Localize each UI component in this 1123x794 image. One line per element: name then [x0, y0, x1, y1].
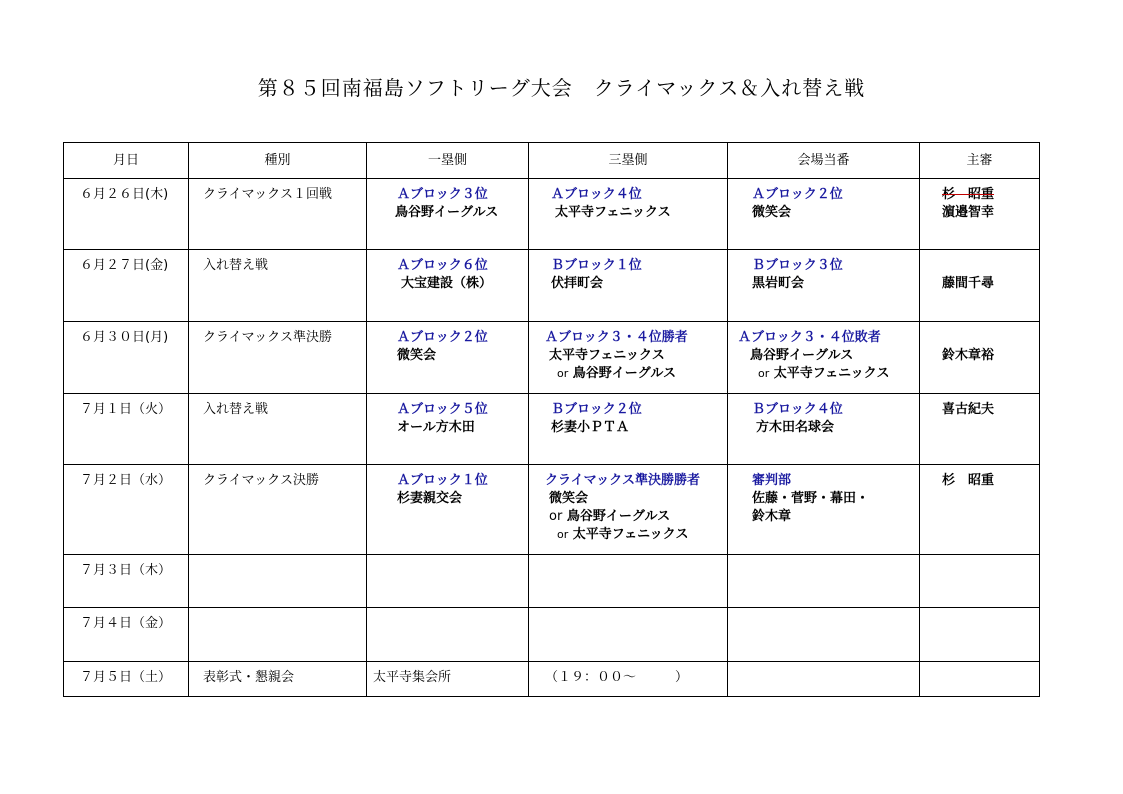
block-rank: Ａブロック１位	[397, 473, 488, 488]
date-cell: ７月５日（土）	[80, 670, 172, 685]
team-name: 大宝建設（株）	[401, 276, 493, 291]
umpire-cell	[920, 250, 1039, 293]
block-rank: Ａブロック３・４位敗者	[738, 330, 881, 345]
team-name: 鳥谷野イーグルス	[572, 366, 677, 381]
venue-duty-cell	[728, 322, 919, 383]
table-row	[64, 394, 1040, 465]
first-base-cell	[367, 465, 528, 508]
header-third-base: 三塁側	[529, 143, 728, 179]
team-name: 鳥谷野イーグルス	[395, 205, 499, 220]
time-cell: （１９：００～ ）	[545, 670, 689, 685]
venue-duty-cell	[728, 394, 919, 437]
block-rank: Ａブロック６位	[397, 258, 488, 273]
team-name: 伏拝町会	[551, 276, 604, 291]
team-name: 太平寺フェニックス	[549, 348, 665, 363]
team-name: 微笑会	[549, 491, 589, 506]
first-base-cell	[367, 179, 528, 222]
third-base-cell	[529, 465, 727, 544]
or-label: or	[557, 528, 569, 541]
team-alternative	[738, 365, 911, 383]
duty-members: 鈴木章	[752, 509, 792, 524]
block-rank: Ａブロック３位	[397, 187, 488, 202]
team-name: オール方木田	[397, 420, 475, 435]
umpire-cell	[920, 322, 1039, 365]
team-name: 杉妻親交会	[397, 491, 463, 506]
team-name: 杉妻小ＰＴＡ	[551, 420, 630, 435]
venue-cell: 太平寺集会所	[373, 670, 452, 685]
or-label: or	[758, 367, 770, 380]
team-name: 鳥谷野イーグルス	[750, 348, 854, 363]
team-alternative	[545, 508, 719, 526]
team-name: 太平寺フェニックス	[773, 366, 890, 381]
date-cell: ６月２７日(金)	[80, 258, 169, 273]
block-rank: クライマックス準決勝勝者	[545, 473, 700, 488]
umpire-name: 喜古紀夫	[942, 402, 995, 417]
block-rank: Ａブロック２位	[397, 330, 488, 345]
header-first-base: 一塁側	[367, 143, 529, 179]
block-rank: Ａブロック３・４位勝者	[545, 330, 688, 345]
date-cell: ７月３日（木）	[80, 563, 172, 578]
block-rank: Ａブロック５位	[397, 402, 488, 417]
or-label: or	[557, 367, 569, 380]
team-name: 黒岩町会	[752, 276, 805, 291]
team-alternative	[545, 365, 719, 383]
header-umpire: 主審	[920, 143, 1040, 179]
team-alternative	[545, 526, 719, 544]
first-base-cell	[367, 250, 528, 293]
or-label: or	[549, 509, 563, 524]
table-row	[64, 250, 1040, 322]
team-name: 微笑会	[397, 348, 437, 363]
umpire-cell	[920, 465, 1039, 490]
table-row	[64, 179, 1040, 250]
third-base-cell	[529, 179, 727, 222]
table-row	[64, 662, 1040, 697]
block-rank: Ａブロック４位	[551, 187, 642, 202]
table-row	[64, 322, 1040, 394]
block-rank: Ａブロック２位	[752, 187, 843, 202]
umpire-name: 鈴木章裕	[942, 348, 995, 363]
type-cell: クライマックス１回戦	[203, 187, 332, 202]
team-name: 太平寺フェニックス	[555, 205, 671, 220]
document-title: 第８５回南福島ソフトリーグ大会 クライマックス＆入れ替え戦	[257, 76, 866, 100]
date-cell: ６月３０日(月)	[80, 330, 169, 345]
type-cell: 入れ替え戦	[203, 258, 269, 273]
umpire-name: 濵邉智幸	[942, 205, 995, 220]
type-cell: クライマックス決勝	[203, 473, 319, 488]
venue-duty-cell	[728, 179, 919, 222]
table-row	[64, 555, 1040, 608]
duty-members: 佐藤・菅野・幕田・	[752, 491, 870, 506]
table-row	[64, 465, 1040, 555]
type-cell: クライマックス準決勝	[203, 330, 332, 345]
first-base-cell	[367, 322, 528, 365]
umpire-cell	[920, 179, 1039, 222]
third-base-cell	[529, 322, 727, 383]
block-rank: Ｂブロック３位	[752, 258, 843, 273]
team-name: 鳥谷野イーグルス	[566, 509, 671, 524]
header-date: 月日	[64, 143, 189, 179]
duty-group: 審判部	[752, 473, 792, 488]
date-cell: ７月１日（火）	[80, 402, 172, 417]
schedule-table	[63, 142, 1040, 697]
header-type: 種別	[189, 143, 367, 179]
header-venue-duty: 会場当番	[728, 143, 920, 179]
umpire-struck: 杉 昭重	[942, 187, 995, 202]
block-rank: Ｂブロック１位	[551, 258, 642, 273]
table-row	[64, 608, 1040, 662]
type-cell: 表彰式・懇親会	[203, 670, 295, 685]
date-cell: ７月２日（水）	[80, 473, 172, 488]
team-name: 微笑会	[752, 205, 792, 220]
umpire-cell	[920, 394, 1039, 419]
first-base-cell	[367, 394, 528, 437]
date-cell: ７月４日（金）	[80, 616, 172, 631]
venue-duty-cell	[728, 250, 919, 293]
type-cell: 入れ替え戦	[203, 402, 269, 417]
umpire-name: 藤間千尋	[942, 276, 995, 291]
third-base-cell	[529, 394, 727, 437]
date-cell: ６月２６日(木)	[80, 187, 169, 202]
header-row	[64, 143, 1040, 179]
block-rank: Ｂブロック２位	[551, 402, 642, 417]
block-rank: Ｂブロック４位	[752, 402, 843, 417]
team-name: 方木田名球会	[756, 420, 835, 435]
umpire-name: 杉 昭重	[942, 473, 995, 488]
venue-duty-cell	[728, 465, 919, 526]
team-name: 太平寺フェニックス	[572, 527, 689, 542]
third-base-cell	[529, 250, 727, 293]
